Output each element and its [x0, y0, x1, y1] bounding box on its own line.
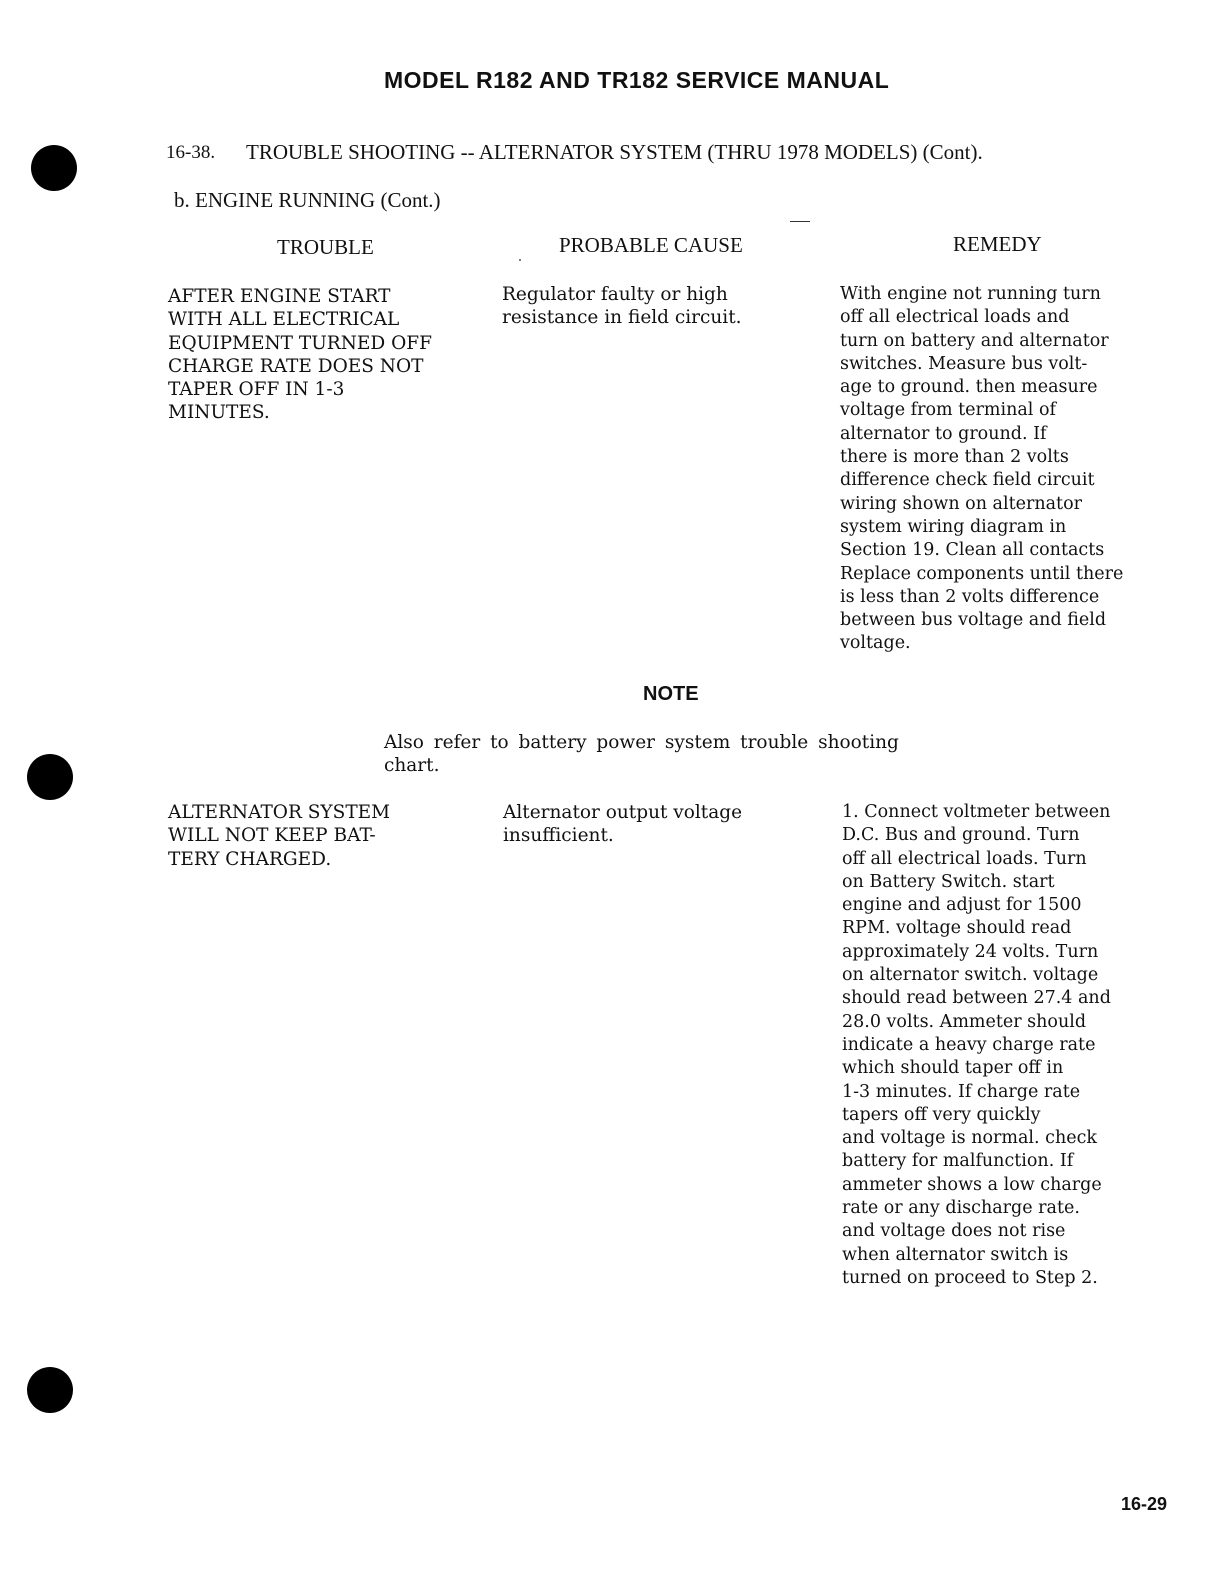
page-number: 16-29	[1121, 1494, 1168, 1514]
row-1-probable-cause: Regulator faulty or high resistance in field circuit.	[502, 284, 742, 329]
row-2-probable-cause: Alternator output voltage insufficient.	[503, 802, 743, 847]
section-number: 16-38.	[166, 142, 216, 163]
note-heading: NOTE	[643, 683, 699, 705]
note-text: Also refer to battery power system trouble shooting chart.	[384, 732, 899, 777]
binder-hole-bottom	[27, 1367, 73, 1413]
binder-hole-middle	[27, 754, 73, 800]
row-2-trouble: ALTERNATOR SYSTEM WILL NOT KEEP BAT- TERY CHARGED.	[168, 802, 391, 870]
column-header-remedy: REMEDY	[953, 232, 1042, 256]
row-1-remedy: With engine not running turn off all electrical loads and turn on battery and alternator switches. Measure bus volt- age to ground. then measure voltage from terminal of alternator to ground. If there is more than 2 volts difference check field circuit wiring shown on alternator system wiring diagram in Section 19. Clean all contacts Replace components until there is less than 2 volts difference between bus voltage and field voltage.	[840, 284, 1124, 654]
column-header-trouble: TROUBLE	[277, 235, 374, 259]
section-subheading: b. ENGINE RUNNING (Cont.)	[174, 188, 441, 212]
row-1-trouble: AFTER ENGINE START WITH ALL ELECTRICAL EQUIPMENT TURNED OFF CHARGE RATE DOES NOT TAPER OFF IN 1-3 MINUTES.	[168, 286, 432, 424]
column-header-probable-cause: PROBABLE CAUSE	[559, 233, 743, 257]
scan-mark-dot	[519, 259, 521, 261]
page-title: MODEL R182 AND TR182 SERVICE MANUAL	[384, 67, 890, 93]
binder-hole-top	[31, 145, 77, 191]
section-title: TROUBLE SHOOTING -- ALTERNATOR SYSTEM (THRU 1978 MODELS) (Cont).	[246, 140, 983, 164]
scan-mark-dash	[790, 221, 810, 222]
row-2-remedy: 1. Connect voltmeter between D.C. Bus and ground. Turn off all electrical loads. Turn on Battery Switch. start engine and adjust for 1500 RPM. voltage should read approximately 24 volts. Turn on alternator switch. voltage should read between 27.4 and 28.0 volts. Ammeter should indicate a heavy charge rate which should taper off in 1-3 minutes. If charge rate tapers off very quickly and voltage is normal. check battery for malfunction. If ammeter shows a low charge rate or any discharge rate. and voltage does not rise when alternator switch is turned on proceed to Step 2.	[842, 802, 1111, 1288]
